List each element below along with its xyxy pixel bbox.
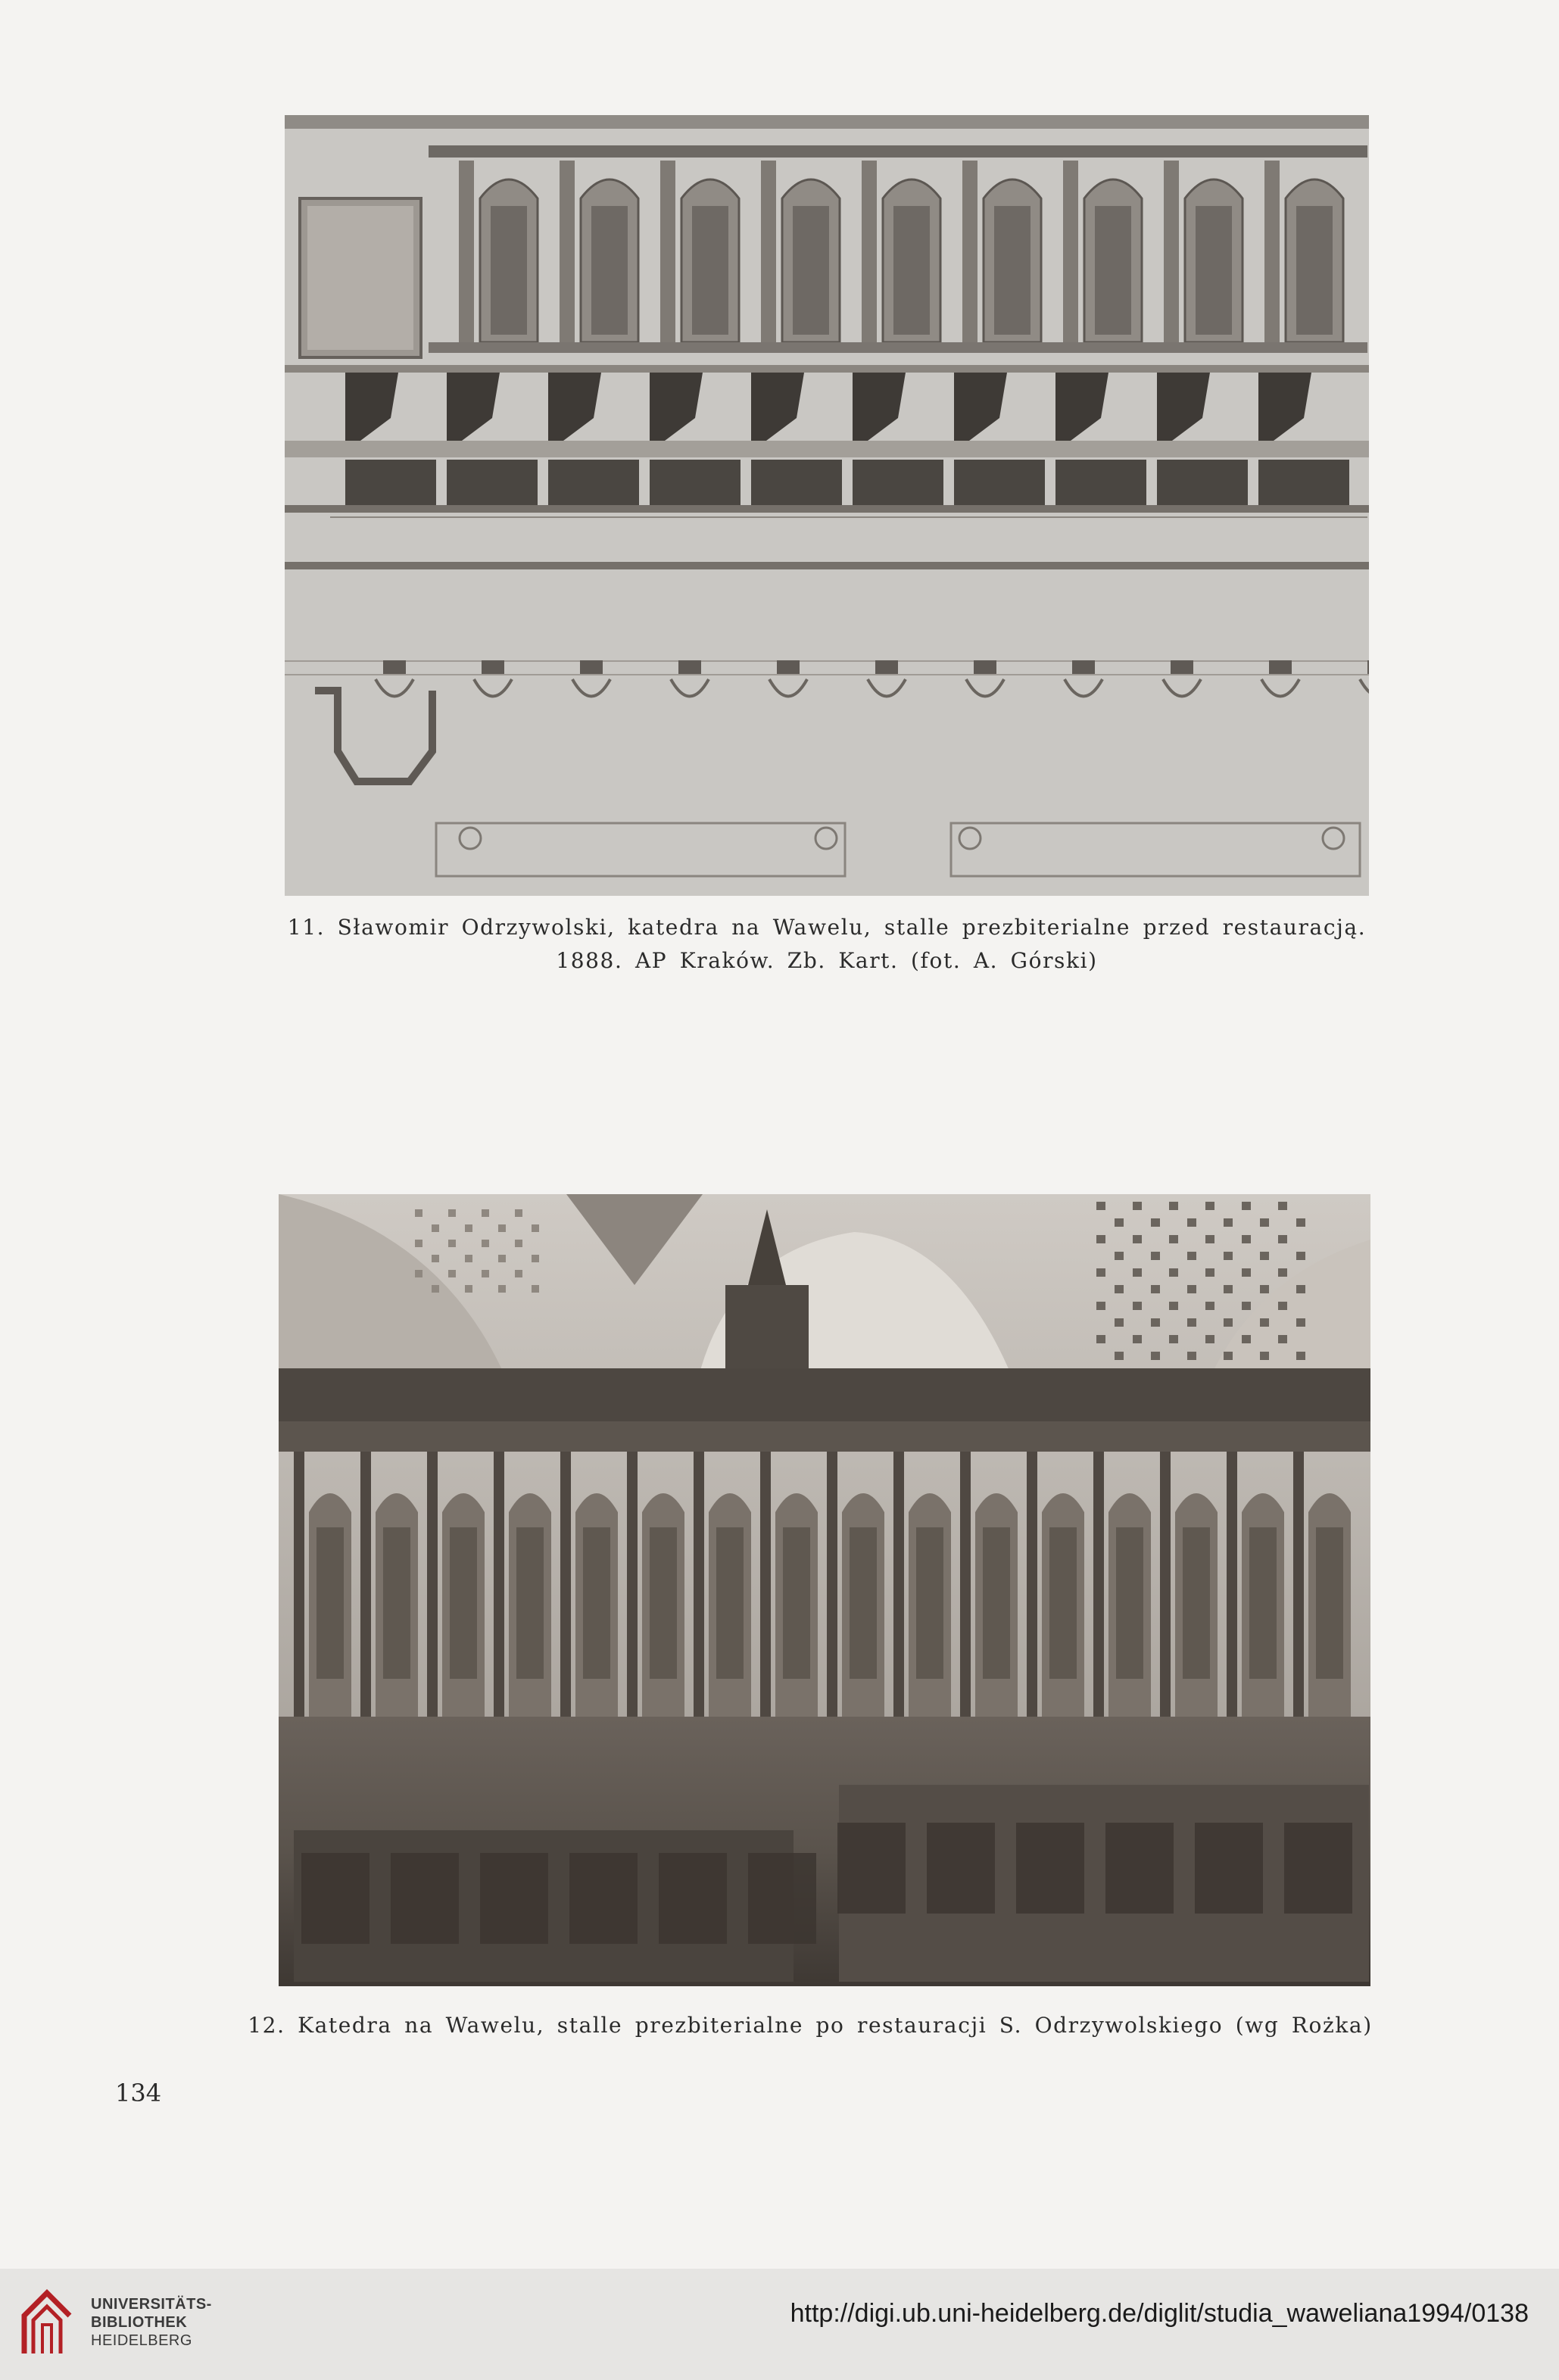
bleed-through-right [1370,114,1529,1817]
figure-12-caption: 12. Katedra na Wawelu, stalle prezbiterialne po restauracji S. Odrzywolskiego (wg Rożka) [248,2013,1373,2038]
figure-12-photograph [279,1194,1370,1986]
library-name-line3: HEIDELBERG [91,2332,192,2349]
page-number: 134 [115,2079,162,2107]
figure-11-caption: 11. Sławomir Odrzywolski, katedra na Wawelu, stalle prezbiterialne przed restauracją. [287,915,1367,940]
footer-bar [0,2269,1559,2380]
figure-11-drawing [285,115,1369,896]
library-name-line2: BIBLIOTHEK [91,2314,188,2331]
library-name-line1: UNIVERSITÄTS- [91,2296,212,2313]
source-url-link[interactable]: http://digi.ub.uni-heidelberg.de/diglit/studia_waweliana1994/0138 [790,2299,1529,2328]
figure-11-caption-continued: 1888. AP Kraków. Zb. Kart. (fot. A. Górski) [556,948,1098,973]
ub-heidelberg-logo-icon[interactable] [17,2285,77,2361]
